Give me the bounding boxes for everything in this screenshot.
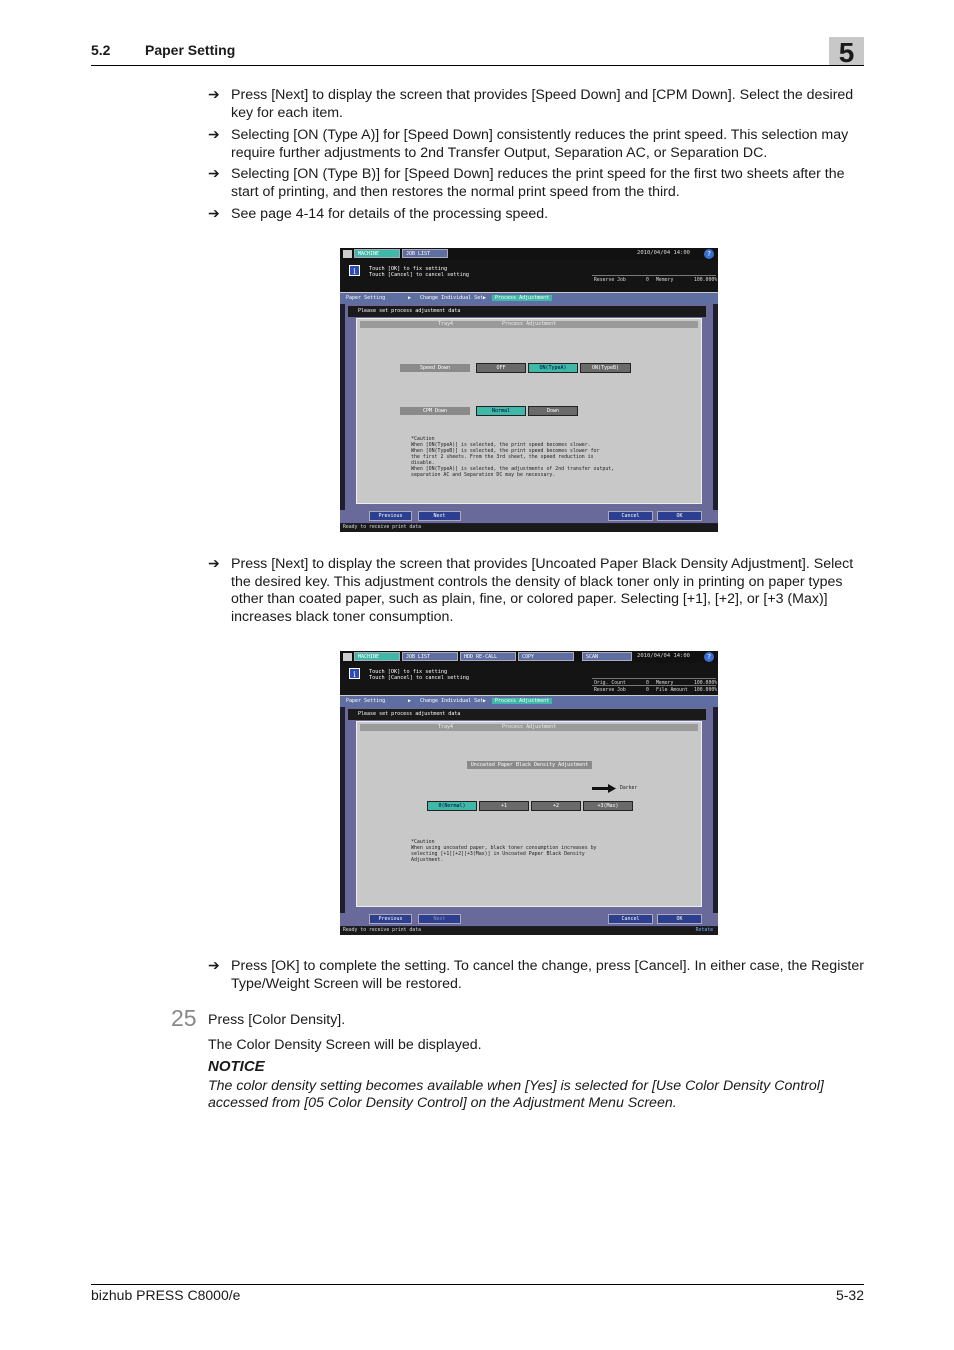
step-text: Press [Color Density]. bbox=[208, 1012, 346, 1028]
help-icon[interactable]: ? bbox=[704, 249, 714, 259]
breadcrumb: Paper Setting ▶ Change Individual Set ▶ Process Adjustment bbox=[340, 292, 718, 304]
arrow-icon: ➔ bbox=[208, 958, 220, 974]
tab-job-list[interactable]: JOB LIST bbox=[402, 249, 448, 258]
footer-page: 5-32 bbox=[835, 1287, 864, 1303]
arrow-icon: ➔ bbox=[208, 556, 220, 572]
cancel-button[interactable]: Cancel bbox=[608, 914, 653, 924]
notice-title: NOTICE bbox=[208, 1058, 265, 1075]
tab-job-list[interactable]: JOB LIST bbox=[402, 652, 458, 661]
step-result: The Color Density Screen will be displayed. bbox=[208, 1037, 482, 1053]
cpm-down-label: CPM Down bbox=[400, 407, 470, 415]
top-bar bbox=[340, 248, 718, 260]
tab-hdd-recall[interactable]: HDD RE-CALL bbox=[460, 652, 516, 661]
cpm-normal-button[interactable]: Normal bbox=[476, 406, 526, 416]
step-number: 25 bbox=[171, 1005, 197, 1031]
inner-header: Tray4 Process Adjustment bbox=[360, 724, 698, 731]
cpm-down-button[interactable]: Down bbox=[528, 406, 578, 416]
tab-scan[interactable]: SCAN bbox=[582, 652, 632, 661]
section-title: Paper Setting bbox=[145, 42, 236, 58]
bottom-bar bbox=[340, 510, 718, 523]
density-plus2-button[interactable]: +2 bbox=[531, 801, 581, 811]
message-bar: i Touch [OK] to fix setting Touch [Cancel] to cancel setting Reserve Job 0 Memory 100.000% bbox=[340, 260, 718, 292]
arrow-icon: ➔ bbox=[208, 127, 220, 143]
help-icon[interactable]: ? bbox=[704, 652, 714, 662]
tab-copy[interactable]: COPY bbox=[518, 652, 574, 661]
status-row: Reserve Job 0 File Amount 100.000% bbox=[592, 685, 716, 686]
speed-down-off-button[interactable]: OFF bbox=[476, 363, 526, 373]
ok-button[interactable]: OK bbox=[657, 511, 702, 521]
bullet-item: ➔ Selecting [ON (Type A)] for [Speed Down] consistently reduces the print speed. This selection may require further adjustments to 2nd Transfer Output, Separation AC, or Separation DC. bbox=[208, 127, 849, 161]
screenshot-black-density bbox=[340, 651, 718, 935]
density-plus1-button[interactable]: +1 bbox=[479, 801, 529, 811]
previous-button[interactable]: Previous bbox=[369, 914, 412, 924]
tab-machine[interactable]: MACHINE bbox=[354, 652, 400, 661]
next-button: Next bbox=[418, 914, 461, 924]
bullet-item: ➔ Press [Next] to display the screen that provides [Uncoated Paper Black Density Adjustment]. Select the desired key. This adjustment controls the density of black toner only in printing on paper types other than coated paper, such as plain, fine, or colored paper. Selecting [+1], [+2], or [+3 (Max)] increases black toner consumption. bbox=[208, 556, 854, 625]
inner-header: Tray4 Process Adjustment bbox=[360, 321, 698, 328]
status-row: Reserve Job 0 Memory 100.000% bbox=[592, 275, 716, 276]
darker-label: Darker bbox=[620, 786, 638, 791]
bullet-item: ➔ Press [Next] to display the screen that provides [Speed Down] and [CPM Down]. Select the desired key for each item. bbox=[208, 87, 854, 121]
bottom-bar bbox=[340, 913, 718, 926]
message-bar: i Touch [OK] to fix setting Touch [Cancel] to cancel setting Orig. Count 0 Memory 100.000% Reserve Job 0 File Amount 100.000% bbox=[340, 663, 718, 695]
next-button[interactable]: Next bbox=[418, 511, 461, 521]
rotate-button[interactable]: Rotate bbox=[695, 928, 713, 933]
panel-title: Please set process adjustment data bbox=[348, 709, 706, 720]
footer-product: bizhub PRESS C8000/e bbox=[91, 1287, 241, 1303]
status-bar: Ready to receive print data Rotate bbox=[340, 927, 718, 935]
previous-button[interactable]: Previous bbox=[369, 511, 412, 521]
ok-button[interactable]: OK bbox=[657, 914, 702, 924]
status-bar: Ready to receive print data bbox=[340, 524, 718, 532]
arrow-right-icon bbox=[592, 784, 616, 793]
adjustment-area bbox=[356, 721, 702, 907]
footer-rule bbox=[91, 1284, 864, 1285]
page-header bbox=[91, 41, 864, 66]
caution-text: *Caution When [ON(TypeA)] is selected, the print speed becomes slower. When [ON(TypeB)] is selected, the print speed becomes slower for the first 2 sheets. From the 3rd sheet, the speed reduction is disable. When [ON(TypeA)] is selected, the adjustments of 2nd transfer output, separation AC and Separation DC may be necessary. bbox=[411, 436, 615, 478]
machine-icon bbox=[343, 250, 352, 258]
bullet-item: ➔ Selecting [ON (Type B)] for [Speed Down] reduces the print speed for the first two sheets after the start of printing, and then restores the normal print speed from the third. bbox=[208, 166, 845, 200]
black-density-label: Uncoated Paper Black Density Adjustment bbox=[467, 761, 592, 769]
density-plus3-button[interactable]: +3(Max) bbox=[583, 801, 633, 811]
datetime: 2010/04/04 14:00 bbox=[637, 653, 690, 659]
bullet-item: ➔ See page 4-14 for details of the processing speed. bbox=[208, 206, 549, 222]
arrow-icon: ➔ bbox=[208, 166, 220, 182]
status-row: Orig. Count 0 Memory 100.000% bbox=[592, 678, 716, 679]
screenshot-speed-down bbox=[340, 248, 718, 532]
panel-title: Please set process adjustment data bbox=[348, 306, 706, 317]
top-bar bbox=[340, 651, 718, 663]
caution-text: *Caution When using uncoated paper, black toner consumption increases by selecting [+1][+2][+3(Max)] in Uncoated Paper Black Density Adjustment. bbox=[411, 839, 597, 863]
arrow-icon: ➔ bbox=[208, 87, 220, 103]
info-icon: i bbox=[349, 265, 360, 276]
chapter-badge: 5 bbox=[829, 37, 864, 65]
notice-text: The color density setting becomes available when [Yes] is selected for [Use Color Density Control] accessed from [05 Color Density Control] on the Adjustment Menu Screen. bbox=[208, 1078, 824, 1111]
bullet-item: ➔ Press [OK] to complete the setting. To cancel the change, press [Cancel]. In either case, the Register Type/Weight Screen will be restored. bbox=[208, 958, 864, 992]
machine-icon bbox=[343, 653, 352, 661]
breadcrumb: Paper Setting ▶ Change Individual Set ▶ Process Adjustment bbox=[340, 695, 718, 707]
arrow-icon: ➔ bbox=[208, 206, 220, 222]
info-icon: i bbox=[349, 668, 360, 679]
datetime: 2010/04/04 14:00 bbox=[637, 250, 690, 256]
speed-down-type-b-button[interactable]: ON(TypeB) bbox=[580, 363, 631, 373]
cancel-button[interactable]: Cancel bbox=[608, 511, 653, 521]
tab-machine[interactable]: MACHINE bbox=[354, 249, 400, 258]
speed-down-type-a-button[interactable]: ON(TypeA) bbox=[528, 363, 578, 373]
section-number: 5.2 bbox=[91, 42, 111, 58]
density-normal-button[interactable]: 0(Normal) bbox=[427, 801, 477, 811]
speed-down-label: Speed Down bbox=[400, 364, 470, 372]
